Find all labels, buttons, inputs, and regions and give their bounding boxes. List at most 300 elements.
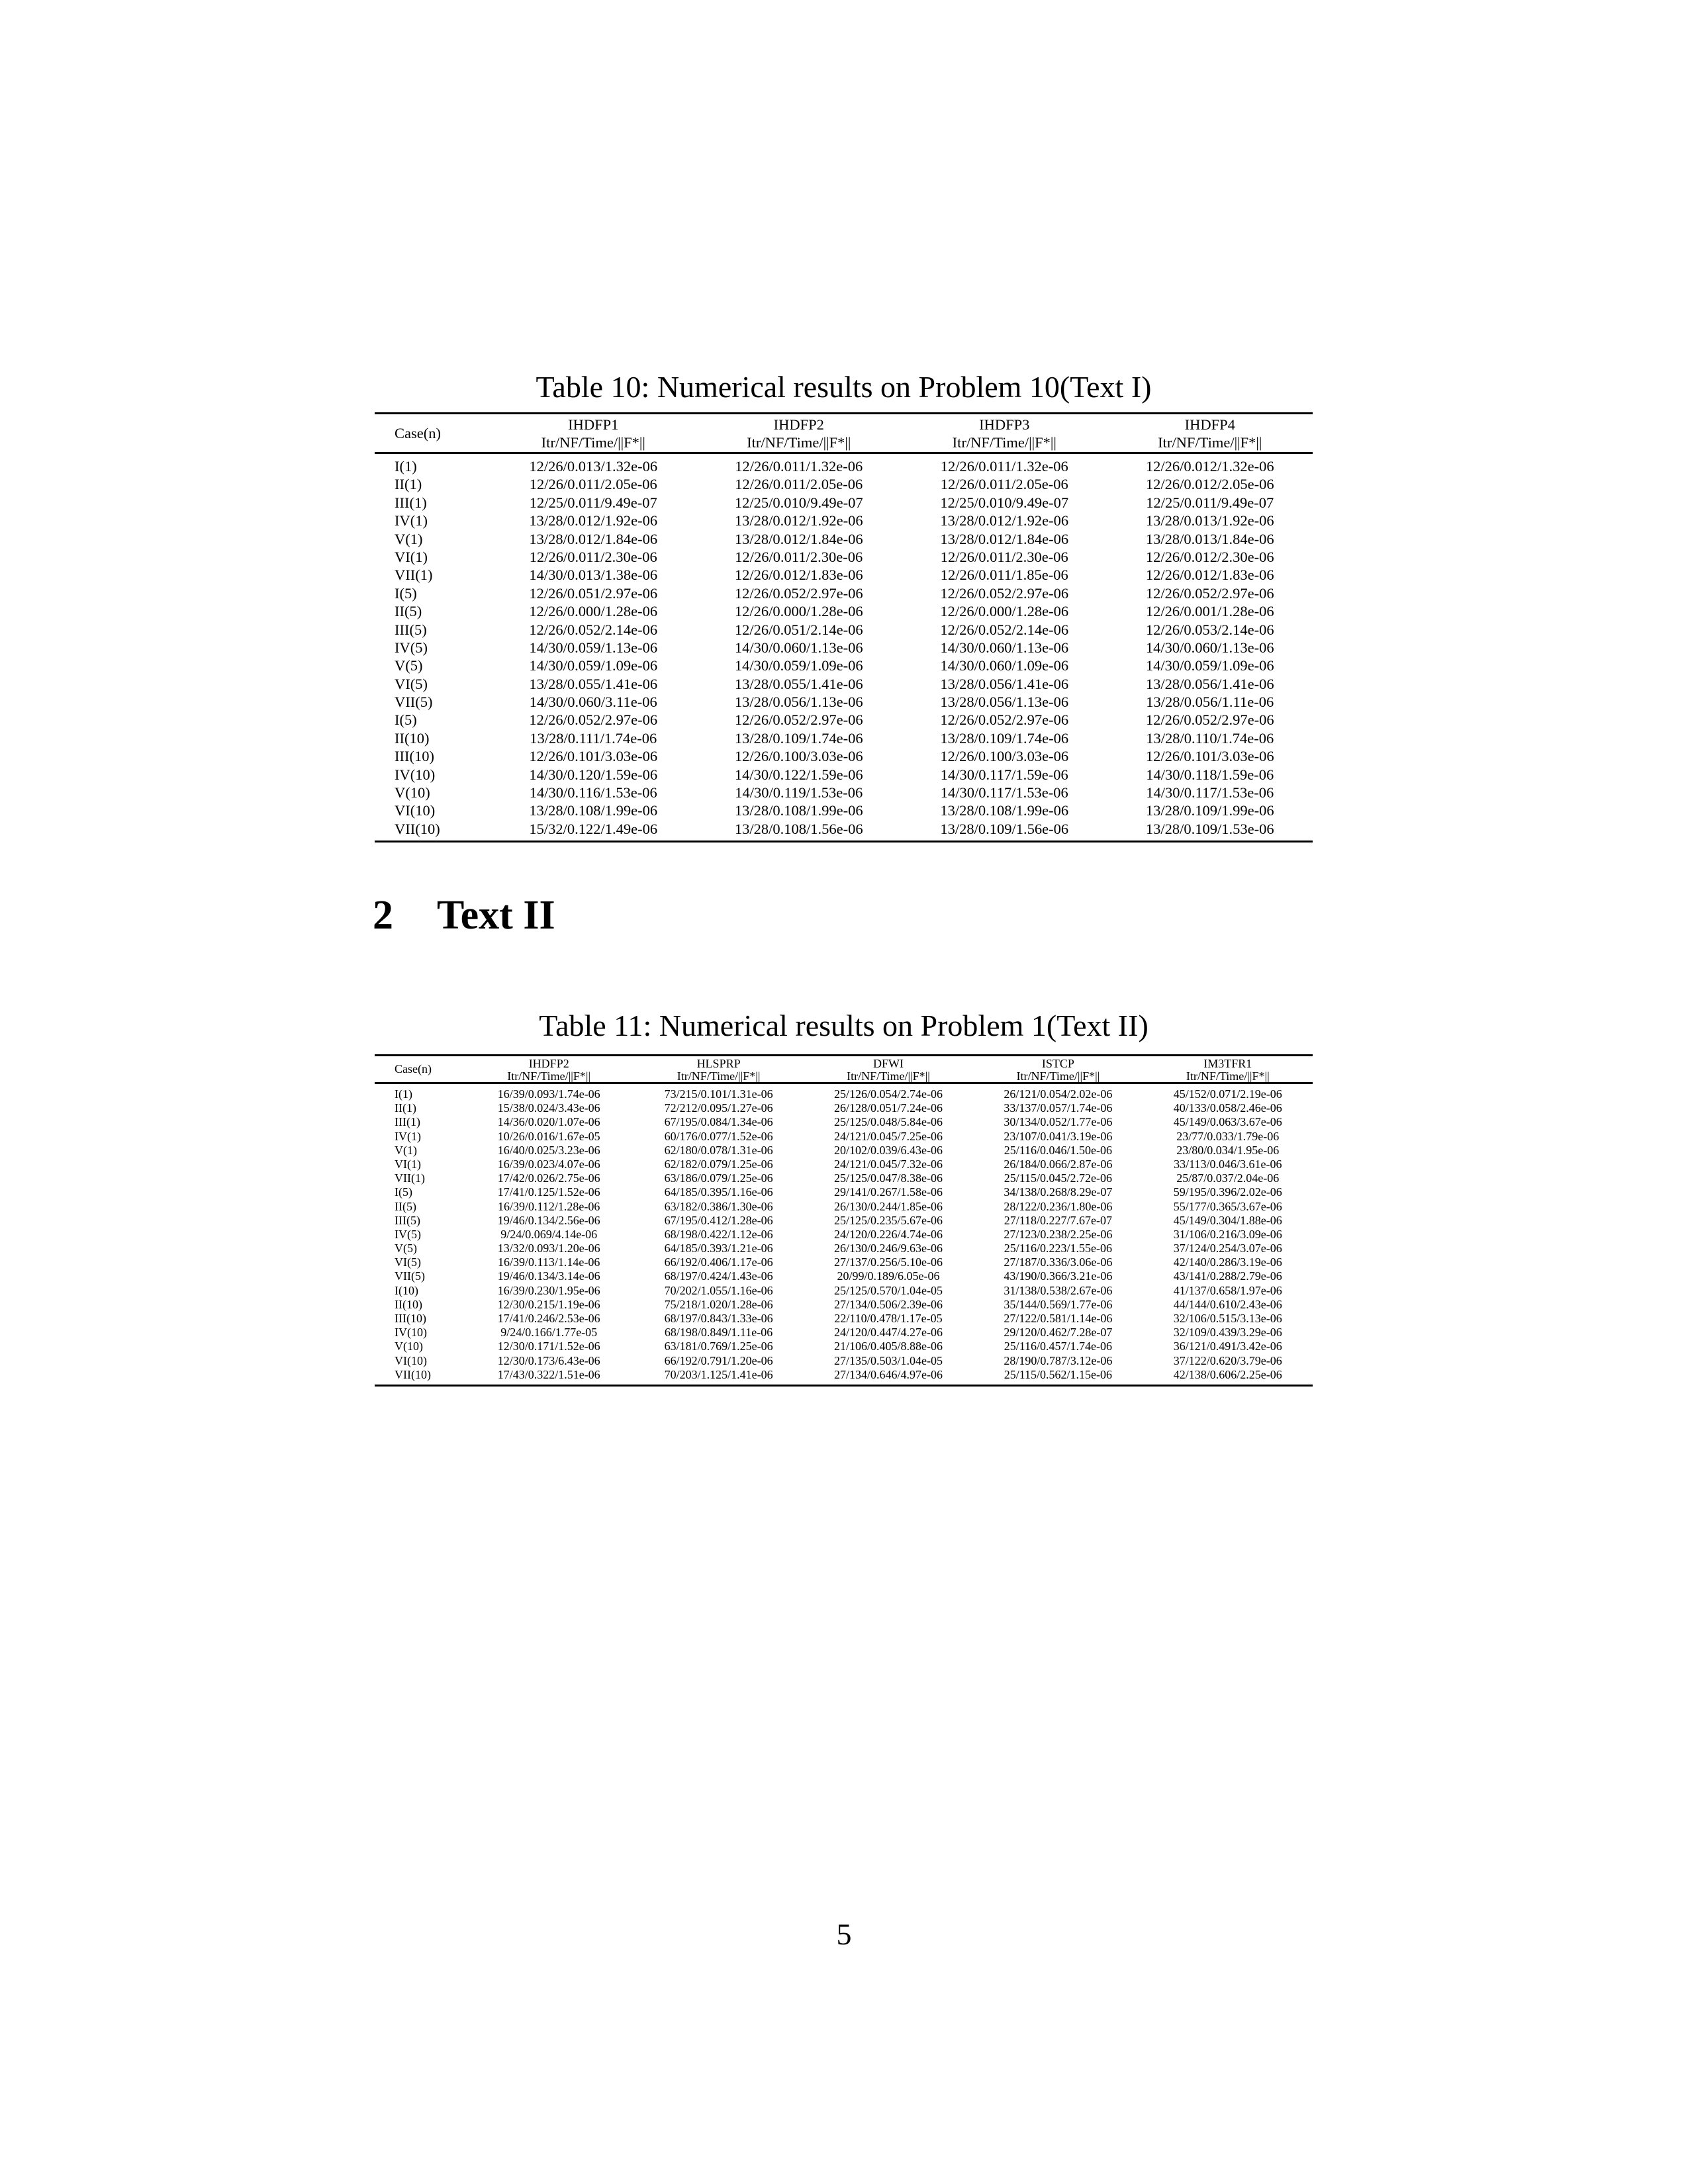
value-cell: 66/192/0.791/1.20e-06: [664, 1353, 773, 1367]
value-cell: 13/28/0.056/1.11e-06: [1146, 694, 1274, 711]
value-cell: 22/110/0.478/1.17e-05: [834, 1312, 943, 1325]
value-cell: 30/134/0.052/1.77e-06: [1004, 1115, 1113, 1129]
value-cell: 14/30/0.122/1.59e-06: [734, 766, 863, 783]
value-cell: 44/144/0.610/2.43e-06: [1173, 1297, 1282, 1311]
value-cell: 12/26/0.011/2.30e-06: [940, 548, 1068, 565]
table-row: [375, 766, 1313, 784]
case-cell: VI(10): [395, 1353, 427, 1367]
column-header-case: Case(n): [395, 424, 441, 441]
case-cell: VII(1): [395, 567, 433, 584]
value-cell: 27/122/0.581/1.14e-06: [1004, 1312, 1113, 1325]
value-cell: 31/138/0.538/2.67e-06: [1004, 1283, 1113, 1297]
algorithm-name: IHDFP2: [528, 1056, 569, 1070]
value-cell: 68/198/0.422/1.12e-06: [664, 1227, 773, 1241]
value-cell: 12/26/0.052/2.97e-06: [940, 711, 1069, 729]
table-row: [375, 1298, 1313, 1312]
value-cell: 36/121/0.491/3.42e-06: [1173, 1340, 1282, 1353]
metrics-subheader: Itr/NF/Time/||F*||: [747, 434, 851, 451]
value-cell: 12/26/0.011/2.05e-06: [735, 476, 863, 493]
value-cell: 14/30/0.120/1.59e-06: [529, 766, 658, 783]
value-cell: 13/28/0.108/1.99e-06: [529, 802, 658, 819]
algorithm-name: IHDFP2: [773, 416, 824, 433]
value-cell: 13/28/0.056/1.41e-06: [940, 675, 1069, 692]
value-cell: 12/26/0.053/2.14e-06: [1145, 621, 1274, 638]
value-cell: 13/28/0.012/1.84e-06: [940, 530, 1069, 547]
value-cell: 14/30/0.060/1.09e-06: [940, 657, 1069, 674]
case-cell: I(5): [395, 711, 417, 729]
value-cell: 12/26/0.011/1.32e-06: [940, 458, 1068, 475]
table-row: [375, 1284, 1313, 1298]
value-cell: 62/182/0.079/1.25e-06: [664, 1157, 773, 1171]
value-cell: 12/26/0.052/2.14e-06: [529, 621, 658, 638]
value-cell: 20/99/0.189/6.05e-06: [837, 1269, 940, 1283]
value-cell: 21/106/0.405/8.88e-06: [833, 1340, 943, 1353]
column-header-case: Case(n): [395, 1062, 432, 1075]
value-cell: 25/87/0.037/2.04e-06: [1176, 1171, 1280, 1185]
value-cell: 25/125/0.235/5.67e-06: [833, 1213, 943, 1227]
table-row: [375, 1115, 1313, 1129]
value-cell: 12/26/0.012/1.83e-06: [734, 567, 863, 584]
value-cell: 13/32/0.093/1.20e-06: [497, 1242, 600, 1255]
case-cell: VI(1): [395, 1157, 421, 1171]
case-cell: II(10): [395, 729, 430, 747]
table-header: [375, 414, 1313, 454]
value-cell: 25/125/0.570/1.04e-05: [833, 1283, 943, 1297]
value-cell: 13/28/0.012/1.92e-06: [940, 512, 1069, 529]
value-cell: 15/32/0.122/1.49e-06: [529, 820, 658, 837]
value-cell: 23/80/0.034/1.95e-06: [1176, 1143, 1280, 1157]
value-cell: 12/26/0.012/1.83e-06: [1145, 567, 1274, 584]
table11: [375, 1054, 1313, 1387]
metrics-subheader: Itr/NF/Time/||F*||: [1016, 1069, 1100, 1083]
value-cell: 16/39/0.112/1.28e-06: [498, 1199, 600, 1213]
table-row: [375, 639, 1313, 657]
case-cell: IV(5): [395, 1227, 421, 1241]
value-cell: 64/185/0.393/1.21e-06: [664, 1242, 773, 1255]
table-row: [375, 747, 1313, 765]
case-cell: I(10): [395, 1283, 418, 1297]
value-cell: 14/30/0.060/3.11e-06: [529, 694, 657, 711]
value-cell: 59/195/0.396/2.02e-06: [1173, 1185, 1282, 1199]
value-cell: 27/137/0.256/5.10e-06: [833, 1255, 943, 1269]
value-cell: 62/180/0.078/1.31e-06: [664, 1143, 773, 1157]
value-cell: 68/198/0.849/1.11e-06: [664, 1326, 773, 1340]
table-row: [375, 1200, 1313, 1214]
value-cell: 13/28/0.109/1.53e-06: [1145, 820, 1274, 837]
value-cell: 14/30/0.060/1.13e-06: [940, 639, 1069, 656]
value-cell: 25/115/0.045/2.72e-06: [1004, 1171, 1113, 1185]
value-cell: 16/40/0.025/3.23e-06: [497, 1143, 600, 1157]
case-cell: VII(10): [395, 820, 440, 837]
case-cell: V(1): [395, 1143, 417, 1157]
case-cell: II(1): [395, 1101, 416, 1115]
case-cell: VI(5): [395, 1255, 421, 1269]
value-cell: 14/30/0.060/1.13e-06: [734, 639, 863, 656]
case-cell: V(1): [395, 530, 423, 547]
value-cell: 17/41/0.125/1.52e-06: [497, 1185, 600, 1199]
value-cell: 13/28/0.108/1.99e-06: [734, 802, 863, 819]
value-cell: 45/149/0.063/3.67e-06: [1173, 1115, 1282, 1129]
table-row: [375, 1214, 1313, 1228]
table-row: [375, 1158, 1313, 1171]
value-cell: 25/116/0.223/1.55e-06: [1004, 1242, 1113, 1255]
value-cell: 17/41/0.246/2.53e-06: [497, 1312, 600, 1325]
value-cell: 14/30/0.117/1.53e-06: [1146, 784, 1274, 801]
value-cell: 13/28/0.109/1.74e-06: [734, 729, 863, 747]
case-cell: III(5): [395, 621, 427, 638]
case-cell: V(10): [395, 1340, 423, 1353]
value-cell: 37/122/0.620/3.79e-06: [1173, 1353, 1282, 1367]
case-cell: VI(5): [395, 675, 428, 692]
value-cell: 14/30/0.059/1.09e-06: [529, 657, 658, 674]
value-cell: 12/26/0.052/2.14e-06: [940, 621, 1069, 638]
value-cell: 13/28/0.055/1.41e-06: [529, 675, 658, 692]
value-cell: 14/30/0.060/1.13e-06: [1145, 639, 1274, 656]
table-row: [375, 621, 1313, 639]
value-cell: 35/144/0.569/1.77e-06: [1004, 1297, 1113, 1311]
value-cell: 12/26/0.012/2.30e-06: [1145, 548, 1274, 565]
value-cell: 43/141/0.288/2.79e-06: [1173, 1269, 1282, 1283]
value-cell: 13/28/0.109/1.56e-06: [940, 820, 1069, 837]
table-body: [375, 1084, 1313, 1385]
algorithm-name: IHDFP1: [568, 416, 619, 433]
case-cell: I(5): [395, 584, 417, 602]
table-row: [375, 657, 1313, 674]
value-cell: 12/30/0.171/1.52e-06: [497, 1340, 600, 1353]
value-cell: 12/26/0.011/1.32e-06: [735, 458, 863, 475]
value-cell: 12/26/0.000/1.28e-06: [734, 603, 863, 620]
value-cell: 14/30/0.118/1.59e-06: [1146, 766, 1274, 783]
value-cell: 25/126/0.054/2.74e-06: [833, 1087, 943, 1101]
value-cell: 13/28/0.012/1.92e-06: [734, 512, 863, 529]
value-cell: 24/120/0.447/4.27e-06: [833, 1326, 943, 1340]
value-cell: 29/141/0.267/1.58e-06: [833, 1185, 943, 1199]
value-cell: 43/190/0.366/3.21e-06: [1004, 1269, 1113, 1283]
column-header-algorithm: [902, 414, 1107, 452]
case-cell: VII(5): [395, 694, 433, 711]
value-cell: 12/26/0.052/2.97e-06: [734, 584, 863, 602]
value-cell: 9/24/0.166/1.77e-05: [500, 1326, 598, 1340]
value-cell: 13/28/0.109/1.74e-06: [940, 729, 1069, 747]
value-cell: 13/28/0.012/1.84e-06: [529, 530, 658, 547]
table-row: [375, 729, 1313, 747]
table-row: [375, 494, 1313, 512]
value-cell: 12/26/0.011/2.30e-06: [529, 548, 657, 565]
value-cell: 26/130/0.246/9.63e-06: [833, 1242, 943, 1255]
table-row: [375, 1255, 1313, 1269]
value-cell: 24/121/0.045/7.25e-06: [833, 1129, 943, 1143]
value-cell: 12/26/0.011/1.85e-06: [940, 567, 1068, 584]
value-cell: 12/26/0.101/3.03e-06: [1145, 748, 1274, 765]
algorithm-name: IHDFP4: [1184, 416, 1235, 433]
table-row: [375, 1144, 1313, 1158]
table-row: [375, 1228, 1313, 1242]
case-cell: I(1): [395, 458, 417, 475]
table-row: [375, 584, 1313, 602]
value-cell: 40/133/0.058/2.46e-06: [1173, 1101, 1282, 1115]
algorithm-name: IHDFP3: [979, 416, 1030, 433]
table-row: [375, 1340, 1313, 1353]
metrics-subheader: Itr/NF/Time/||F*||: [677, 1069, 761, 1083]
case-cell: III(1): [395, 1115, 420, 1129]
value-cell: 19/46/0.134/2.56e-06: [497, 1213, 600, 1227]
value-cell: 13/28/0.056/1.41e-06: [1145, 675, 1274, 692]
value-cell: 25/115/0.562/1.15e-06: [1004, 1367, 1113, 1381]
value-cell: 14/30/0.117/1.59e-06: [940, 766, 1068, 783]
value-cell: 72/212/0.095/1.27e-06: [664, 1101, 773, 1115]
value-cell: 42/138/0.606/2.25e-06: [1173, 1367, 1282, 1381]
value-cell: 68/197/0.424/1.43e-06: [664, 1269, 773, 1283]
value-cell: 12/26/0.100/3.03e-06: [734, 748, 863, 765]
value-cell: 26/128/0.051/7.24e-06: [833, 1101, 943, 1115]
value-cell: 13/28/0.012/1.92e-06: [529, 512, 658, 529]
table-row: [375, 801, 1313, 819]
value-cell: 15/38/0.024/3.43e-06: [497, 1101, 600, 1115]
value-cell: 24/121/0.045/7.32e-06: [833, 1157, 943, 1171]
table-row: [375, 457, 1313, 475]
value-cell: 25/116/0.046/1.50e-06: [1004, 1143, 1113, 1157]
value-cell: 13/28/0.110/1.74e-06: [1146, 729, 1274, 747]
value-cell: 17/43/0.322/1.51e-06: [497, 1367, 600, 1381]
page-number: 5: [836, 1917, 852, 1951]
value-cell: 16/39/0.093/1.74e-06: [497, 1087, 600, 1101]
value-cell: 70/202/1.055/1.16e-06: [664, 1283, 773, 1297]
value-cell: 33/113/0.046/3.61e-06: [1174, 1157, 1282, 1171]
value-cell: 12/26/0.013/1.32e-06: [529, 458, 658, 475]
case-cell: V(10): [395, 784, 430, 801]
column-header-algorithm: [696, 414, 902, 452]
value-cell: 14/30/0.059/1.09e-06: [734, 657, 863, 674]
section-number: 2: [373, 893, 393, 938]
value-cell: 12/26/0.012/1.32e-06: [1145, 458, 1274, 475]
value-cell: 12/26/0.052/2.97e-06: [940, 584, 1069, 602]
value-cell: 24/120/0.226/4.74e-06: [833, 1227, 943, 1241]
value-cell: 41/137/0.658/1.97e-06: [1173, 1283, 1282, 1297]
value-cell: 73/215/0.101/1.31e-06: [664, 1087, 773, 1101]
table10: [375, 412, 1313, 842]
case-cell: IV(10): [395, 1326, 427, 1340]
value-cell: 13/28/0.056/1.13e-06: [940, 694, 1069, 711]
column-header-algorithm: [804, 1056, 973, 1082]
value-cell: 13/28/0.012/1.84e-06: [734, 530, 863, 547]
table-row: [375, 1242, 1313, 1255]
value-cell: 28/122/0.236/1.80e-06: [1004, 1199, 1113, 1213]
case-cell: III(1): [395, 494, 427, 511]
value-cell: 20/102/0.039/6.43e-06: [833, 1143, 943, 1157]
value-cell: 14/30/0.116/1.53e-06: [529, 784, 657, 801]
table-body: [375, 454, 1313, 841]
value-cell: 27/123/0.238/2.25e-06: [1004, 1227, 1113, 1241]
table-row: [375, 820, 1313, 838]
value-cell: 13/28/0.108/1.99e-06: [940, 802, 1069, 819]
value-cell: 13/28/0.111/1.74e-06: [530, 729, 657, 747]
table-row: [375, 1130, 1313, 1144]
value-cell: 10/26/0.016/1.67e-05: [497, 1129, 600, 1143]
metrics-subheader: Itr/NF/Time/||F*||: [1186, 1069, 1270, 1083]
value-cell: 12/25/0.011/9.49e-07: [529, 494, 657, 511]
value-cell: 23/77/0.033/1.79e-06: [1176, 1129, 1280, 1143]
table-row: [375, 1368, 1313, 1382]
value-cell: 13/28/0.108/1.56e-06: [734, 820, 863, 837]
case-cell: V(5): [395, 1242, 417, 1255]
value-cell: 14/36/0.020/1.07e-06: [497, 1115, 600, 1129]
table-row: [375, 566, 1313, 584]
column-header-algorithm: [1143, 1056, 1313, 1082]
value-cell: 12/25/0.010/9.49e-07: [734, 494, 863, 511]
table10-caption: Table 10: Numerical results on Problem 10(Text I): [536, 370, 1152, 404]
value-cell: 12/26/0.012/2.05e-06: [1145, 476, 1274, 493]
case-cell: III(5): [395, 1213, 420, 1227]
value-cell: 63/186/0.079/1.25e-06: [664, 1171, 773, 1185]
case-cell: II(1): [395, 476, 422, 493]
case-cell: III(10): [395, 748, 434, 765]
value-cell: 25/116/0.457/1.74e-06: [1004, 1340, 1113, 1353]
case-cell: IV(1): [395, 1129, 421, 1143]
value-cell: 12/26/0.000/1.28e-06: [940, 603, 1069, 620]
value-cell: 12/26/0.052/2.97e-06: [1145, 711, 1274, 729]
value-cell: 12/26/0.011/2.05e-06: [940, 476, 1068, 493]
metrics-subheader: Itr/NF/Time/||F*||: [507, 1069, 591, 1083]
value-cell: 64/185/0.395/1.16e-06: [664, 1185, 773, 1199]
case-cell: III(10): [395, 1312, 426, 1325]
column-header-algorithm: [464, 1056, 633, 1082]
value-cell: 14/30/0.013/1.38e-06: [529, 567, 658, 584]
value-cell: 33/137/0.057/1.74e-06: [1004, 1101, 1113, 1115]
table-row: [375, 711, 1313, 729]
value-cell: 34/138/0.268/8.29e-07: [1004, 1185, 1113, 1199]
case-cell: II(10): [395, 1297, 422, 1311]
value-cell: 13/28/0.013/1.84e-06: [1145, 530, 1274, 547]
table-row: [375, 1087, 1313, 1101]
column-header-algorithm: [491, 414, 696, 452]
table-row: [375, 693, 1313, 711]
value-cell: 13/28/0.055/1.41e-06: [734, 675, 863, 692]
metrics-subheader: Itr/NF/Time/||F*||: [541, 434, 645, 451]
value-cell: 55/177/0.365/3.67e-06: [1173, 1199, 1282, 1213]
value-cell: 12/26/0.052/2.97e-06: [734, 711, 863, 729]
value-cell: 12/26/0.052/2.97e-06: [1145, 584, 1274, 602]
value-cell: 32/109/0.439/3.29e-06: [1173, 1326, 1282, 1340]
value-cell: 27/134/0.646/4.97e-06: [833, 1367, 943, 1381]
value-cell: 12/26/0.052/2.97e-06: [529, 711, 658, 729]
value-cell: 42/140/0.286/3.19e-06: [1173, 1255, 1282, 1269]
value-cell: 45/149/0.304/1.88e-06: [1173, 1213, 1282, 1227]
table-row: [375, 548, 1313, 566]
case-cell: VI(10): [395, 802, 436, 819]
column-header-algorithm: [973, 1056, 1143, 1082]
table-header: [375, 1056, 1313, 1084]
value-cell: 17/42/0.026/2.75e-06: [497, 1171, 600, 1185]
value-cell: 13/28/0.013/1.92e-06: [1145, 512, 1274, 529]
table-row: [375, 1171, 1313, 1185]
value-cell: 12/25/0.011/9.49e-07: [1146, 494, 1274, 511]
table-row: [375, 1185, 1313, 1199]
value-cell: 25/125/0.048/5.84e-06: [833, 1115, 943, 1129]
value-cell: 67/195/0.412/1.28e-06: [664, 1213, 773, 1227]
metrics-subheader: Itr/NF/Time/||F*||: [847, 1069, 930, 1083]
table-row: [375, 1354, 1313, 1368]
value-cell: 12/26/0.011/2.05e-06: [529, 476, 657, 493]
value-cell: 26/184/0.066/2.87e-06: [1004, 1157, 1113, 1171]
value-cell: 12/26/0.000/1.28e-06: [529, 603, 658, 620]
value-cell: 45/152/0.071/2.19e-06: [1173, 1087, 1282, 1101]
value-cell: 37/124/0.254/3.07e-06: [1173, 1242, 1282, 1255]
value-cell: 27/135/0.503/1.04e-05: [833, 1353, 943, 1367]
table-row: [375, 512, 1313, 529]
value-cell: 9/24/0.069/4.14e-06: [500, 1227, 598, 1241]
column-header-algorithm: [1107, 414, 1313, 452]
value-cell: 12/26/0.011/2.30e-06: [735, 548, 863, 565]
value-cell: 26/121/0.054/2.02e-06: [1004, 1087, 1113, 1101]
table-row: [375, 784, 1313, 801]
metrics-subheader: Itr/NF/Time/||F*||: [1158, 434, 1262, 451]
value-cell: 67/195/0.084/1.34e-06: [664, 1115, 773, 1129]
case-cell: IV(10): [395, 766, 436, 783]
value-cell: 12/26/0.101/3.03e-06: [529, 748, 658, 765]
value-cell: 19/46/0.134/3.14e-06: [497, 1269, 600, 1283]
value-cell: 60/176/0.077/1.52e-06: [664, 1129, 773, 1143]
algorithm-name: ISTCP: [1041, 1056, 1074, 1070]
value-cell: 32/106/0.515/3.13e-06: [1173, 1312, 1282, 1325]
case-cell: II(5): [395, 1199, 416, 1213]
value-cell: 70/203/1.125/1.41e-06: [664, 1367, 773, 1381]
value-cell: 16/39/0.113/1.14e-06: [498, 1255, 600, 1269]
value-cell: 66/192/0.406/1.17e-06: [664, 1255, 773, 1269]
metrics-subheader: Itr/NF/Time/||F*||: [952, 434, 1056, 451]
table-row: [375, 1326, 1313, 1340]
table11-caption: Table 11: Numerical results on Problem 1(Text II): [539, 1009, 1149, 1042]
value-cell: 14/30/0.059/1.13e-06: [529, 639, 658, 656]
value-cell: 63/181/0.769/1.25e-06: [664, 1340, 773, 1353]
value-cell: 27/187/0.336/3.06e-06: [1004, 1255, 1113, 1269]
value-cell: 68/197/0.843/1.33e-06: [664, 1312, 773, 1325]
table-row: [375, 602, 1313, 620]
value-cell: 12/26/0.051/2.97e-06: [529, 584, 658, 602]
value-cell: 12/25/0.010/9.49e-07: [940, 494, 1069, 511]
value-cell: 75/218/1.020/1.28e-06: [664, 1297, 773, 1311]
value-cell: 31/106/0.216/3.09e-06: [1173, 1227, 1282, 1241]
value-cell: 63/182/0.386/1.30e-06: [664, 1199, 773, 1213]
table-row: [375, 1269, 1313, 1283]
case-cell: IV(5): [395, 639, 428, 656]
column-header-algorithm: [633, 1056, 803, 1082]
value-cell: 25/125/0.047/8.38e-06: [833, 1171, 943, 1185]
case-cell: IV(1): [395, 512, 428, 529]
table-row: [375, 1312, 1313, 1326]
case-cell: VII(10): [395, 1367, 431, 1381]
value-cell: 14/30/0.117/1.53e-06: [940, 784, 1068, 801]
value-cell: 13/28/0.109/1.99e-06: [1145, 802, 1274, 819]
value-cell: 27/134/0.506/2.39e-06: [833, 1297, 943, 1311]
value-cell: 14/30/0.119/1.53e-06: [735, 784, 863, 801]
value-cell: 23/107/0.041/3.19e-06: [1004, 1129, 1113, 1143]
value-cell: 26/130/0.244/1.85e-06: [833, 1199, 943, 1213]
section-heading: [373, 892, 555, 939]
value-cell: 27/118/0.227/7.67e-07: [1004, 1213, 1113, 1227]
table-row: [375, 475, 1313, 493]
value-cell: 12/30/0.215/1.19e-06: [497, 1297, 600, 1311]
case-cell: VII(5): [395, 1269, 425, 1283]
value-cell: 12/26/0.001/1.28e-06: [1145, 603, 1274, 620]
value-cell: 29/120/0.462/7.28e-07: [1004, 1326, 1113, 1340]
table-row: [375, 1101, 1313, 1115]
value-cell: 13/28/0.056/1.13e-06: [734, 694, 863, 711]
case-cell: II(5): [395, 603, 422, 620]
algorithm-name: HLSPRP: [696, 1056, 741, 1070]
case-cell: VI(1): [395, 548, 428, 565]
case-cell: I(1): [395, 1087, 412, 1101]
algorithm-name: IM3TFR1: [1203, 1056, 1252, 1070]
